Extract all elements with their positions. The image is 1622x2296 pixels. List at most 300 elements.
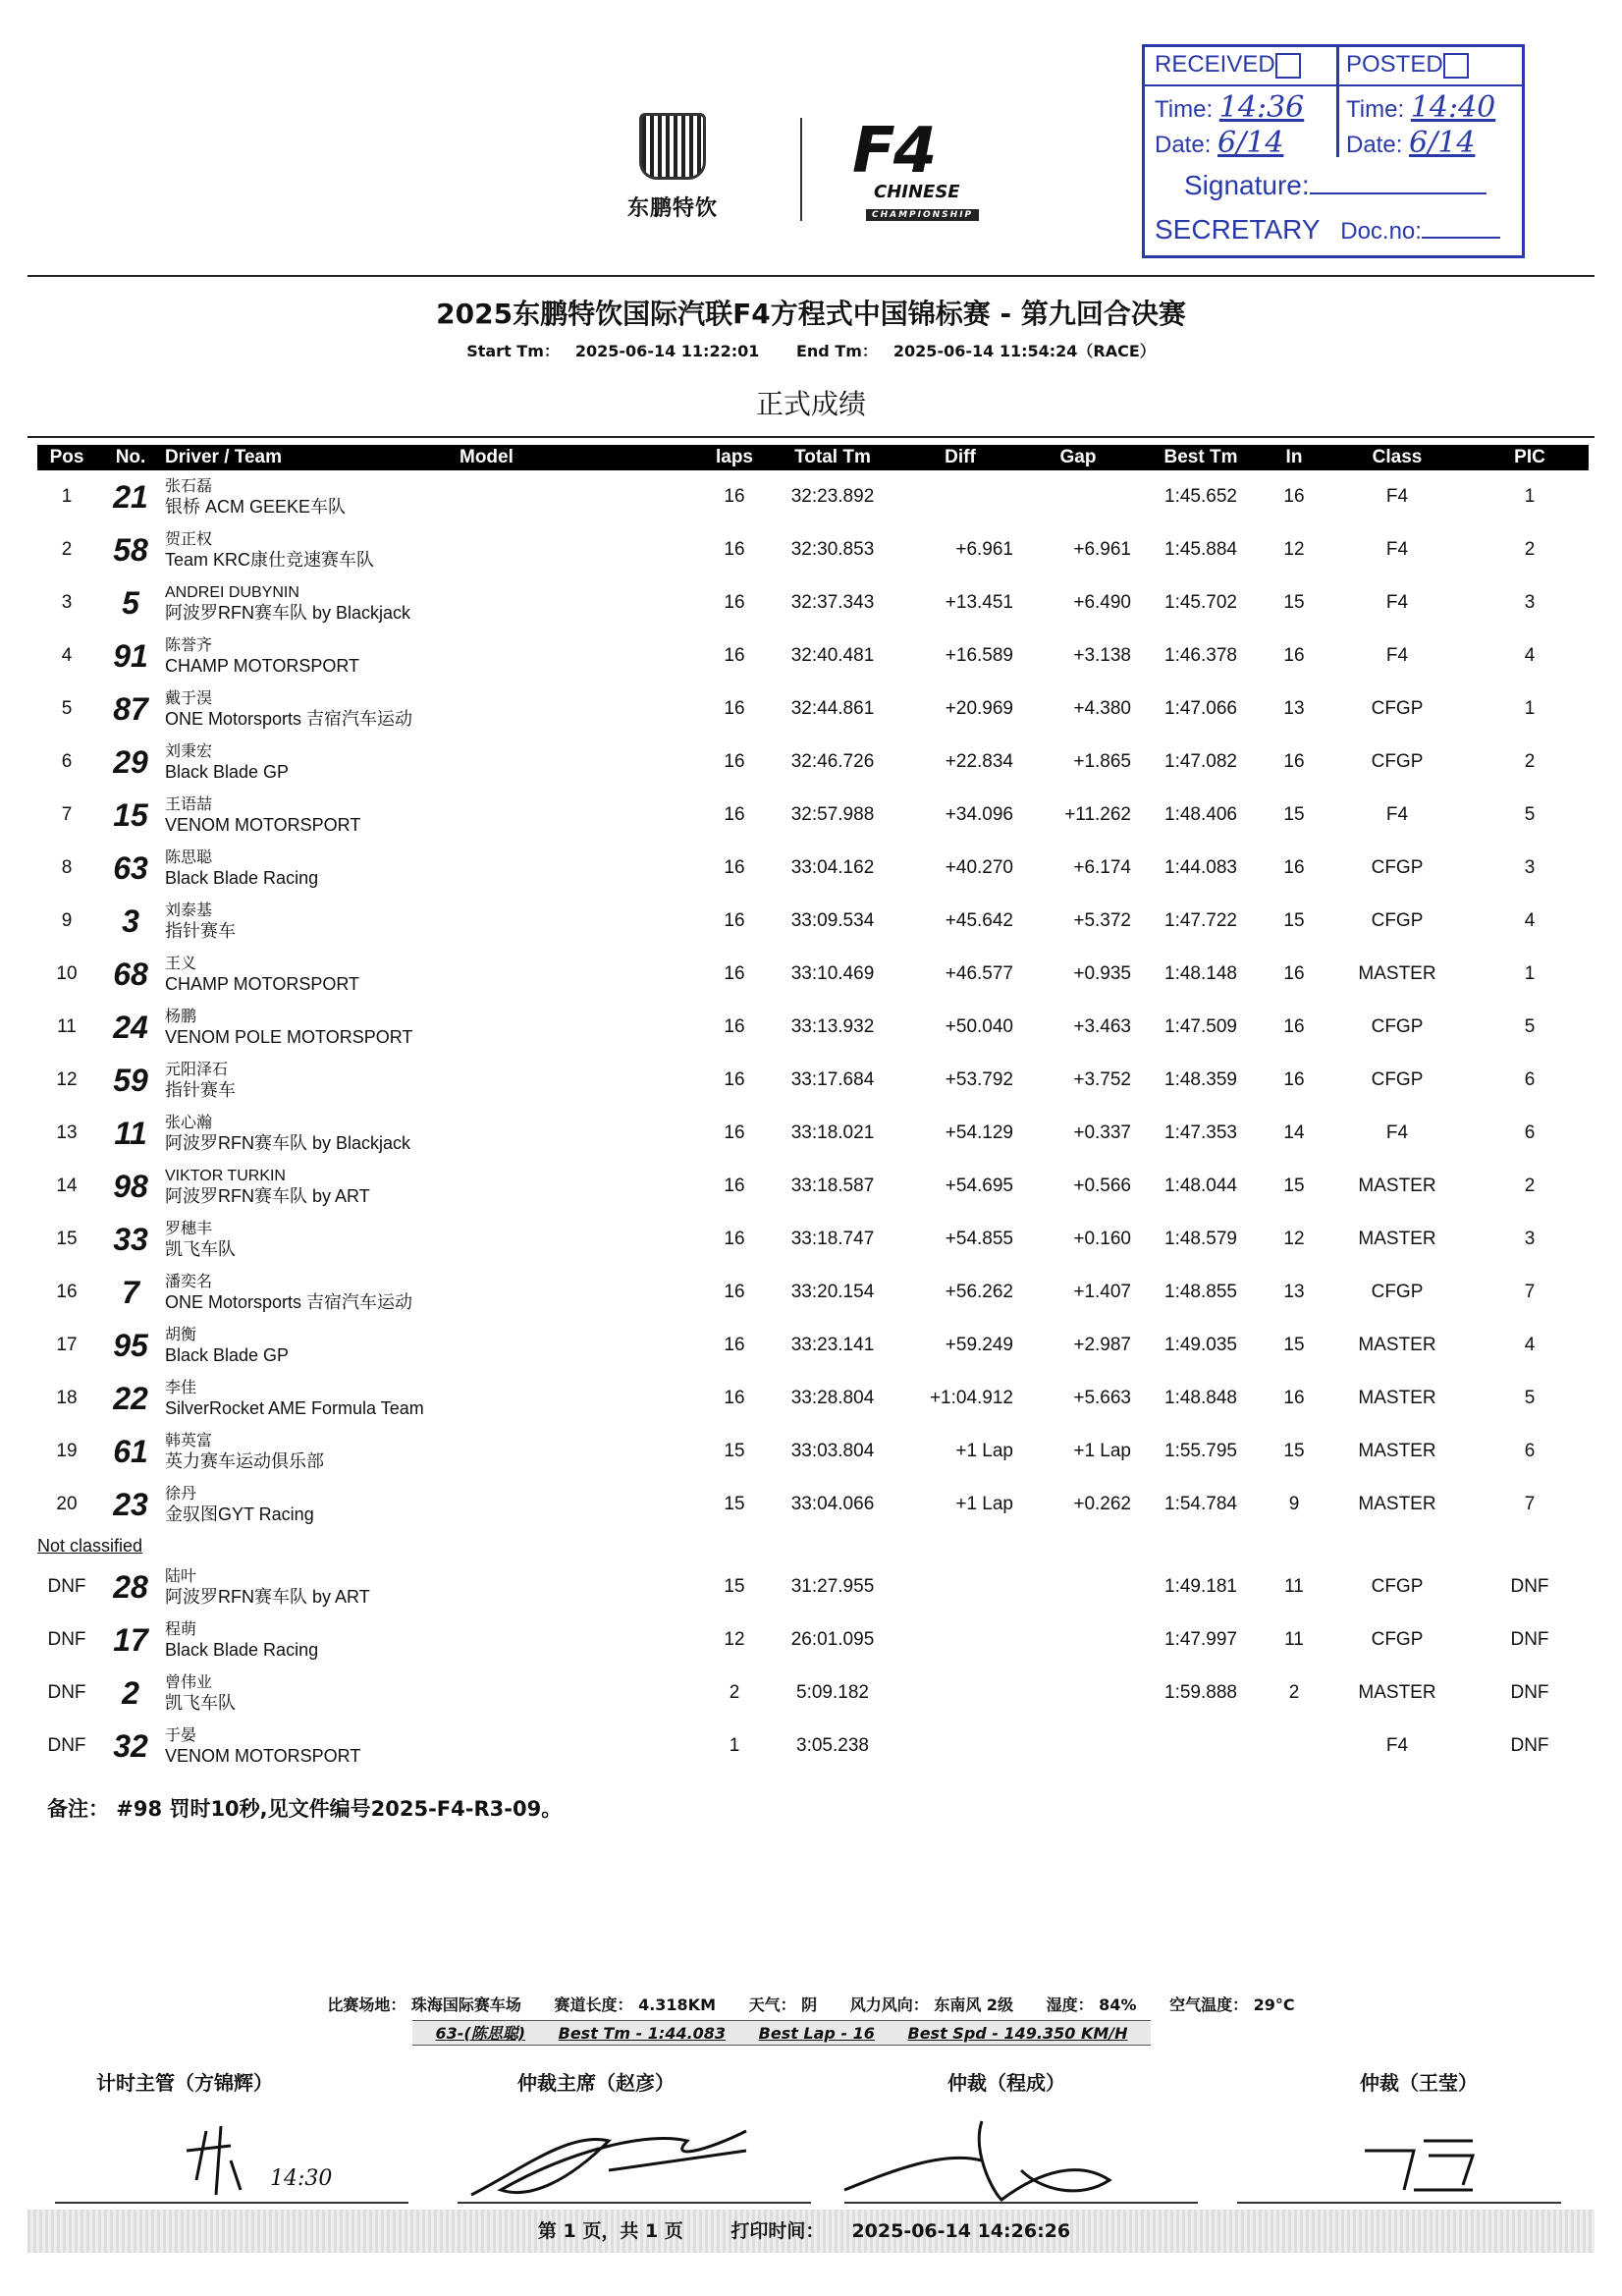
cell-in: 16 bbox=[1283, 963, 1305, 984]
cell-car-number: 7 bbox=[122, 1274, 139, 1310]
cell-total-time: 33:09.534 bbox=[790, 910, 875, 931]
cell-pos: 2 bbox=[61, 539, 73, 560]
cell-best-time: 1:48.848 bbox=[1164, 1388, 1237, 1408]
col-total-time: Total Tm bbox=[764, 445, 901, 470]
cell-pic: 7 bbox=[1524, 1494, 1536, 1514]
cell-best-time: 1:47.353 bbox=[1164, 1122, 1237, 1143]
cell-model bbox=[460, 1425, 705, 1478]
cell-gap bbox=[1019, 470, 1137, 523]
cell-in: 16 bbox=[1283, 1069, 1305, 1090]
team-name: ONE Motorsports 吉宿汽车运动 bbox=[165, 709, 413, 729]
cell-driver-team bbox=[165, 470, 460, 523]
cell-best-time: 1:54.784 bbox=[1164, 1494, 1237, 1514]
cell-in: 15 bbox=[1283, 1441, 1305, 1461]
team-name: 金驭图GYT Racing bbox=[165, 1504, 314, 1524]
driver-name: 罗穗丰 bbox=[165, 1221, 213, 1237]
table-row bbox=[37, 1720, 1589, 1773]
table-row bbox=[37, 1160, 1589, 1213]
cell-pic: 4 bbox=[1524, 645, 1536, 666]
driver-name: 韩英富 bbox=[165, 1433, 213, 1449]
driver-name: 陈思聪 bbox=[165, 849, 213, 866]
fastest-speed: Best Spd - 149.350 KM/H bbox=[907, 2024, 1128, 2043]
cell-diff bbox=[901, 1667, 1019, 1720]
cell-in: 15 bbox=[1283, 910, 1305, 931]
cell-car-number: 24 bbox=[113, 1009, 148, 1045]
table-row bbox=[37, 1667, 1589, 1720]
cell-model bbox=[460, 736, 705, 789]
cell-pos: 3 bbox=[61, 592, 73, 613]
received-checkbox-icon bbox=[1275, 53, 1301, 79]
signature-steward-1 bbox=[844, 2121, 1109, 2200]
sig-line-2 bbox=[458, 2202, 811, 2204]
cell-in: 16 bbox=[1283, 645, 1305, 666]
cell-diff bbox=[901, 1613, 1019, 1667]
cell-model bbox=[460, 1160, 705, 1213]
print-time-label: 打印时间： bbox=[730, 2220, 825, 2242]
cell-driver-team bbox=[165, 736, 460, 789]
cell-class: MASTER bbox=[1358, 1335, 1436, 1355]
driver-name: 刘泰基 bbox=[165, 902, 213, 919]
cell-best-time: 1:48.855 bbox=[1164, 1282, 1237, 1302]
table-row bbox=[37, 1425, 1589, 1478]
cell-pic: 5 bbox=[1524, 804, 1536, 825]
cell-car-number: 28 bbox=[113, 1568, 148, 1605]
cell-diff: +50.040 bbox=[945, 1016, 1013, 1037]
cell-pos: 11 bbox=[57, 1016, 77, 1037]
cell-diff: +53.792 bbox=[945, 1069, 1013, 1090]
cell-total-time: 32:57.988 bbox=[790, 804, 875, 825]
cell-total-time: 33:03.804 bbox=[790, 1441, 875, 1461]
humidity: 湿度： 84% bbox=[1046, 1995, 1137, 2014]
cell-class: MASTER bbox=[1358, 1175, 1436, 1196]
table-row bbox=[37, 523, 1589, 576]
cell-gap: +5.663 bbox=[1073, 1388, 1131, 1408]
cell-total-time: 33:18.747 bbox=[790, 1229, 875, 1249]
sig-line-3 bbox=[844, 2202, 1198, 2204]
cell-pos: 12 bbox=[56, 1069, 78, 1090]
driver-name: 戴于淏 bbox=[165, 690, 213, 707]
col-gap: Gap bbox=[1019, 445, 1137, 470]
cell-class: CFGP bbox=[1371, 857, 1424, 878]
end-time-value: 2025-06-14 11:54:24（RACE） bbox=[892, 342, 1156, 360]
team-name: ONE Motorsports 吉宿汽车运动 bbox=[165, 1292, 413, 1312]
cell-best-time: 1:47.509 bbox=[1164, 1016, 1237, 1037]
cell-pos: 9 bbox=[61, 910, 73, 931]
cell-in: 16 bbox=[1283, 857, 1305, 878]
venue: 比赛场地： 珠海国际赛车场 bbox=[327, 1995, 521, 2014]
driver-name: 张心瀚 bbox=[165, 1115, 213, 1131]
cell-pos: 14 bbox=[56, 1175, 78, 1196]
cell-pic: 6 bbox=[1524, 1122, 1536, 1143]
track-length: 赛道长度： 4.318KM bbox=[554, 1995, 717, 2014]
team-name: 凯飞车队 bbox=[165, 1693, 236, 1713]
cell-diff: +1 Lap bbox=[955, 1441, 1013, 1461]
cell-laps: 16 bbox=[724, 539, 745, 560]
cell-pic: 1 bbox=[1524, 698, 1536, 719]
cell-model bbox=[460, 948, 705, 1001]
cell-diff: +16.589 bbox=[945, 645, 1013, 666]
driver-name: 元阳泽石 bbox=[165, 1062, 229, 1078]
cell-total-time: 26:01.095 bbox=[790, 1629, 875, 1650]
posted-time-label: Time: bbox=[1346, 96, 1405, 123]
cell-gap: +5.372 bbox=[1073, 910, 1131, 931]
cell-best-time: 1:48.359 bbox=[1164, 1069, 1237, 1090]
cell-car-number: 61 bbox=[113, 1433, 148, 1469]
cell-class: F4 bbox=[1385, 645, 1409, 666]
cell-in bbox=[1265, 1720, 1324, 1773]
cell-diff: +13.451 bbox=[945, 592, 1013, 613]
not-classified-label: Not classified bbox=[37, 1535, 143, 1556]
signature-chief-steward bbox=[471, 2131, 746, 2195]
cell-best-time: 1:47.082 bbox=[1164, 751, 1237, 772]
cell-best-time: 1:47.722 bbox=[1164, 910, 1237, 931]
cell-pos: DNF bbox=[47, 1735, 86, 1756]
driver-name: 陆叶 bbox=[165, 1568, 197, 1585]
cell-gap: +11.262 bbox=[1064, 804, 1131, 825]
cell-pos: DNF bbox=[47, 1682, 86, 1703]
team-name: CHAMP MOTORSPORT bbox=[165, 974, 360, 994]
cell-class: CFGP bbox=[1371, 698, 1424, 719]
team-name: Black Blade GP bbox=[165, 1345, 290, 1365]
cell-laps: 16 bbox=[724, 592, 745, 613]
received-date-label: Date: bbox=[1155, 132, 1212, 158]
cell-driver-team bbox=[165, 895, 460, 948]
cell-pic: 2 bbox=[1524, 751, 1536, 772]
team-name: 阿波罗RFN赛车队 by ART bbox=[165, 1587, 370, 1607]
cell-pic: 7 bbox=[1524, 1282, 1536, 1302]
cell-pic: DNF bbox=[1510, 1629, 1549, 1650]
cell-laps: 15 bbox=[724, 1576, 745, 1597]
cell-driver-team bbox=[165, 576, 460, 629]
cell-diff: +40.270 bbox=[945, 857, 1013, 878]
cell-class: MASTER bbox=[1358, 1388, 1436, 1408]
received-date-value: 6/14 bbox=[1217, 126, 1284, 160]
cell-in: 11 bbox=[1284, 1629, 1304, 1650]
cell-diff: +1:04.912 bbox=[929, 1388, 1013, 1408]
team-name: 指针赛车 bbox=[165, 921, 236, 941]
cell-car-number: 33 bbox=[113, 1221, 148, 1257]
driver-name: 程萌 bbox=[165, 1621, 197, 1638]
cell-class: F4 bbox=[1385, 804, 1409, 825]
cell-model bbox=[460, 1667, 705, 1720]
cell-model bbox=[460, 683, 705, 736]
signature-steward-2 bbox=[1365, 2141, 1473, 2190]
sig-label-steward-1: 仲裁（程成） bbox=[947, 2071, 1065, 2095]
table-row bbox=[37, 470, 1589, 523]
secretary-label: SECRETARY bbox=[1155, 214, 1321, 245]
f4-chinese-championship-logo bbox=[852, 115, 1058, 228]
cell-model bbox=[460, 1001, 705, 1054]
table-row bbox=[37, 629, 1589, 683]
cell-pos: 7 bbox=[61, 804, 73, 825]
table-row bbox=[37, 1213, 1589, 1266]
cell-class: F4 bbox=[1385, 1122, 1409, 1143]
driver-name: 杨鹏 bbox=[165, 1009, 197, 1025]
cell-driver-team bbox=[165, 683, 460, 736]
received-posted-stamp bbox=[1142, 44, 1525, 258]
cell-pic: 5 bbox=[1524, 1388, 1536, 1408]
cell-model bbox=[460, 1372, 705, 1425]
cell-diff: +46.577 bbox=[945, 963, 1013, 984]
cell-diff bbox=[901, 1720, 1019, 1773]
cell-total-time: 32:40.481 bbox=[790, 645, 875, 666]
team-name: VENOM MOTORSPORT bbox=[165, 815, 361, 835]
cell-model bbox=[460, 789, 705, 842]
driver-name: 王语喆 bbox=[165, 796, 213, 813]
cell-pic: DNF bbox=[1510, 1682, 1549, 1703]
air-temperature: 空气温度： 29°C bbox=[1169, 1995, 1295, 2014]
cell-car-number: 58 bbox=[113, 531, 148, 568]
page-title: 2025东鹏特饮国际汽联F4方程式中国锦标赛 - 第九回合决赛 bbox=[436, 298, 1186, 330]
cell-gap: +6.961 bbox=[1073, 539, 1131, 560]
cell-class: MASTER bbox=[1358, 963, 1436, 984]
table-row bbox=[37, 1478, 1589, 1531]
cell-class: MASTER bbox=[1358, 1494, 1436, 1514]
posted-label: POSTED bbox=[1346, 51, 1443, 78]
cell-driver-team bbox=[165, 1372, 460, 1425]
cell-pos: 10 bbox=[56, 963, 78, 984]
cell-driver-team bbox=[165, 523, 460, 576]
cell-car-number: 3 bbox=[122, 902, 139, 939]
cell-pos: 5 bbox=[61, 698, 73, 719]
cell-laps: 16 bbox=[724, 1122, 745, 1143]
cell-class: CFGP bbox=[1371, 1629, 1424, 1650]
weather: 天气： 阴 bbox=[748, 1995, 818, 2014]
cell-pic: 6 bbox=[1524, 1069, 1536, 1090]
cell-car-number: 87 bbox=[113, 690, 148, 727]
cell-gap: +0.262 bbox=[1073, 1494, 1131, 1514]
cell-driver-team bbox=[165, 1613, 460, 1667]
cell-pos: DNF bbox=[47, 1629, 86, 1650]
sig-line-4 bbox=[1237, 2202, 1561, 2204]
cell-driver-team bbox=[165, 1478, 460, 1531]
cell-class: MASTER bbox=[1358, 1229, 1436, 1249]
cell-diff bbox=[901, 1560, 1019, 1613]
cell-best-time: 1:48.579 bbox=[1164, 1229, 1237, 1249]
cell-laps: 16 bbox=[724, 910, 745, 931]
cell-diff: +45.642 bbox=[945, 910, 1013, 931]
cell-pic: DNF bbox=[1510, 1576, 1549, 1597]
cell-pic: 2 bbox=[1524, 539, 1536, 560]
cell-pic: 3 bbox=[1524, 1229, 1536, 1249]
cell-in: 11 bbox=[1284, 1576, 1304, 1597]
team-name: Black Blade Racing bbox=[165, 868, 319, 888]
table-body bbox=[37, 470, 1589, 1773]
stamp-divider-horizontal bbox=[1145, 84, 1522, 86]
col-best-time: Best Tm bbox=[1137, 445, 1265, 470]
cell-model bbox=[460, 1107, 705, 1160]
col-model: Model bbox=[460, 445, 705, 470]
table-row bbox=[37, 1372, 1589, 1425]
dongpeng-logo bbox=[609, 113, 736, 221]
cell-laps: 16 bbox=[724, 698, 745, 719]
cell-in: 2 bbox=[1288, 1682, 1300, 1703]
race-times bbox=[0, 339, 1622, 361]
driver-name: 于晏 bbox=[165, 1727, 197, 1744]
cell-best-time: 1:45.702 bbox=[1164, 592, 1237, 613]
driver-name: 陈誉齐 bbox=[165, 637, 213, 654]
cell-laps: 15 bbox=[724, 1441, 745, 1461]
cell-class: F4 bbox=[1385, 592, 1409, 613]
cell-gap bbox=[1019, 1560, 1137, 1613]
driver-name: 张石磊 bbox=[165, 478, 213, 495]
cell-driver-team bbox=[165, 1319, 460, 1372]
cell-car-number: 68 bbox=[113, 956, 148, 992]
table-row bbox=[37, 789, 1589, 842]
cell-gap: +0.337 bbox=[1073, 1122, 1131, 1143]
fastest-time: Best Tm - 1:44.083 bbox=[558, 2024, 727, 2043]
cell-class: CFGP bbox=[1371, 1069, 1424, 1090]
cell-laps: 16 bbox=[724, 1069, 745, 1090]
cell-pic: 1 bbox=[1524, 963, 1536, 984]
cell-total-time: 3:05.238 bbox=[796, 1735, 869, 1756]
fastest-lap-bar bbox=[412, 2020, 1151, 2046]
col-laps: laps bbox=[705, 445, 764, 470]
timing-signature-time: 14:30 bbox=[270, 2166, 333, 2191]
cell-total-time: 32:23.892 bbox=[790, 486, 875, 507]
cell-driver-team bbox=[165, 1054, 460, 1107]
cell-pos: DNF bbox=[47, 1576, 86, 1597]
cell-total-time: 33:18.587 bbox=[790, 1175, 875, 1196]
cell-diff: +20.969 bbox=[945, 698, 1013, 719]
sig-label-chief-steward: 仲裁主席（赵彦） bbox=[517, 2071, 675, 2095]
cell-diff: +56.262 bbox=[945, 1282, 1013, 1302]
cell-best-time: 1:59.888 bbox=[1164, 1682, 1237, 1703]
cell-total-time: 33:13.932 bbox=[790, 1016, 875, 1037]
cell-driver-team bbox=[165, 629, 460, 683]
cell-in: 9 bbox=[1288, 1494, 1300, 1514]
cell-car-number: 21 bbox=[113, 478, 148, 515]
signature-timing bbox=[187, 2126, 241, 2195]
table-row bbox=[37, 1001, 1589, 1054]
cell-model bbox=[460, 470, 705, 523]
cell-in: 15 bbox=[1283, 592, 1305, 613]
table-top-rule bbox=[27, 436, 1595, 438]
team-name: 银桥 ACM GEEKE车队 bbox=[165, 497, 347, 517]
team-name: 凯飞车队 bbox=[165, 1239, 236, 1259]
cell-pic: 1 bbox=[1524, 486, 1536, 507]
cell-class: CFGP bbox=[1371, 1016, 1424, 1037]
cell-car-number: 11 bbox=[114, 1115, 147, 1151]
sig-label-timing: 计时主管（方锦辉） bbox=[96, 2071, 273, 2095]
cell-pos: 19 bbox=[56, 1441, 78, 1461]
cell-laps: 16 bbox=[724, 1175, 745, 1196]
team-name: 英力赛车运动俱乐部 bbox=[165, 1451, 324, 1471]
cell-driver-team bbox=[165, 1720, 460, 1773]
col-class: Class bbox=[1324, 445, 1471, 470]
logo-divider bbox=[800, 118, 802, 221]
driver-name: 曾伟业 bbox=[165, 1674, 213, 1691]
driver-name: 刘秉宏 bbox=[165, 743, 213, 760]
cell-class: MASTER bbox=[1358, 1682, 1436, 1703]
cell-gap: +3.138 bbox=[1073, 645, 1131, 666]
cell-car-number: 2 bbox=[122, 1674, 139, 1711]
cell-model bbox=[460, 523, 705, 576]
cell-class: F4 bbox=[1385, 1735, 1409, 1756]
cell-in: 16 bbox=[1283, 486, 1305, 507]
col-driver-team: Driver / Team bbox=[165, 445, 460, 470]
driver-name: VIKTOR TURKIN bbox=[165, 1168, 286, 1184]
header-rule bbox=[27, 275, 1595, 277]
cell-total-time: 33:17.684 bbox=[790, 1069, 875, 1090]
cell-class: CFGP bbox=[1371, 1576, 1424, 1597]
cell-laps: 16 bbox=[724, 1016, 745, 1037]
cell-pos: 1 bbox=[61, 486, 73, 507]
team-name: Black Blade Racing bbox=[165, 1640, 319, 1660]
cell-gap: +2.987 bbox=[1073, 1335, 1131, 1355]
cell-diff: +59.249 bbox=[945, 1335, 1013, 1355]
cell-car-number: 22 bbox=[113, 1380, 148, 1416]
results-table bbox=[37, 445, 1589, 1773]
cell-total-time: 33:10.469 bbox=[790, 963, 875, 984]
team-name: 阿波罗RFN赛车队 by ART bbox=[165, 1186, 370, 1206]
team-name: VENOM MOTORSPORT bbox=[165, 1746, 361, 1766]
cell-car-number: 91 bbox=[113, 637, 148, 674]
dongpeng-brand-text: 东鹏特饮 bbox=[626, 196, 718, 221]
cell-model bbox=[460, 1720, 705, 1773]
cell-pos: 15 bbox=[56, 1229, 78, 1249]
cell-in: 12 bbox=[1283, 1229, 1305, 1249]
cell-gap: +0.160 bbox=[1073, 1229, 1131, 1249]
team-name: VENOM POLE MOTORSPORT bbox=[165, 1027, 413, 1047]
cell-gap: +6.490 bbox=[1073, 592, 1131, 613]
table-row bbox=[37, 1107, 1589, 1160]
cell-car-number: 95 bbox=[113, 1327, 148, 1363]
cell-pos: 16 bbox=[56, 1282, 78, 1302]
cell-total-time: 32:30.853 bbox=[790, 539, 875, 560]
cell-total-time: 33:23.141 bbox=[790, 1335, 875, 1355]
sig-line-1 bbox=[55, 2202, 408, 2204]
cell-gap: +3.752 bbox=[1073, 1069, 1131, 1090]
fastest-lap: Best Lap - 16 bbox=[758, 2024, 875, 2043]
cell-driver-team bbox=[165, 948, 460, 1001]
stamp-divider bbox=[1336, 47, 1339, 157]
cell-total-time: 5:09.182 bbox=[796, 1682, 869, 1703]
team-name: 阿波罗RFN赛车队 by Blackjack bbox=[165, 1133, 411, 1153]
cell-best-time: 1:55.795 bbox=[1164, 1441, 1237, 1461]
cell-pos: 17 bbox=[56, 1335, 78, 1355]
team-name: CHAMP MOTORSPORT bbox=[165, 656, 360, 676]
cell-total-time: 32:46.726 bbox=[790, 751, 875, 772]
table-row bbox=[37, 1319, 1589, 1372]
table-row bbox=[37, 1266, 1589, 1319]
cell-gap: +6.174 bbox=[1073, 857, 1131, 878]
cell-diff: +22.834 bbox=[945, 751, 1013, 772]
team-name: 指针赛车 bbox=[165, 1080, 236, 1100]
cell-car-number: 59 bbox=[113, 1062, 148, 1098]
table-row bbox=[37, 842, 1589, 895]
cell-in: 16 bbox=[1283, 1016, 1305, 1037]
cell-gap bbox=[1019, 1613, 1137, 1667]
cell-gap: +1 Lap bbox=[1073, 1441, 1131, 1461]
cell-gap bbox=[1019, 1667, 1137, 1720]
end-time-label: End Tm： bbox=[795, 342, 878, 360]
col-in: In bbox=[1265, 445, 1324, 470]
cell-in: 13 bbox=[1283, 698, 1305, 719]
cell-car-number: 29 bbox=[113, 743, 148, 780]
cell-total-time: 32:37.343 bbox=[790, 592, 875, 613]
posted-checkbox-icon bbox=[1443, 53, 1469, 79]
table-row bbox=[37, 1613, 1589, 1667]
cell-best-time: 1:47.997 bbox=[1164, 1629, 1237, 1650]
cell-gap: +1.407 bbox=[1073, 1282, 1131, 1302]
signature-label: Signature: bbox=[1184, 170, 1310, 200]
cell-car-number: 23 bbox=[113, 1486, 148, 1522]
cell-best-time bbox=[1137, 1720, 1265, 1773]
cell-laps: 16 bbox=[724, 857, 745, 878]
cell-pic: 6 bbox=[1524, 1441, 1536, 1461]
cell-model bbox=[460, 842, 705, 895]
